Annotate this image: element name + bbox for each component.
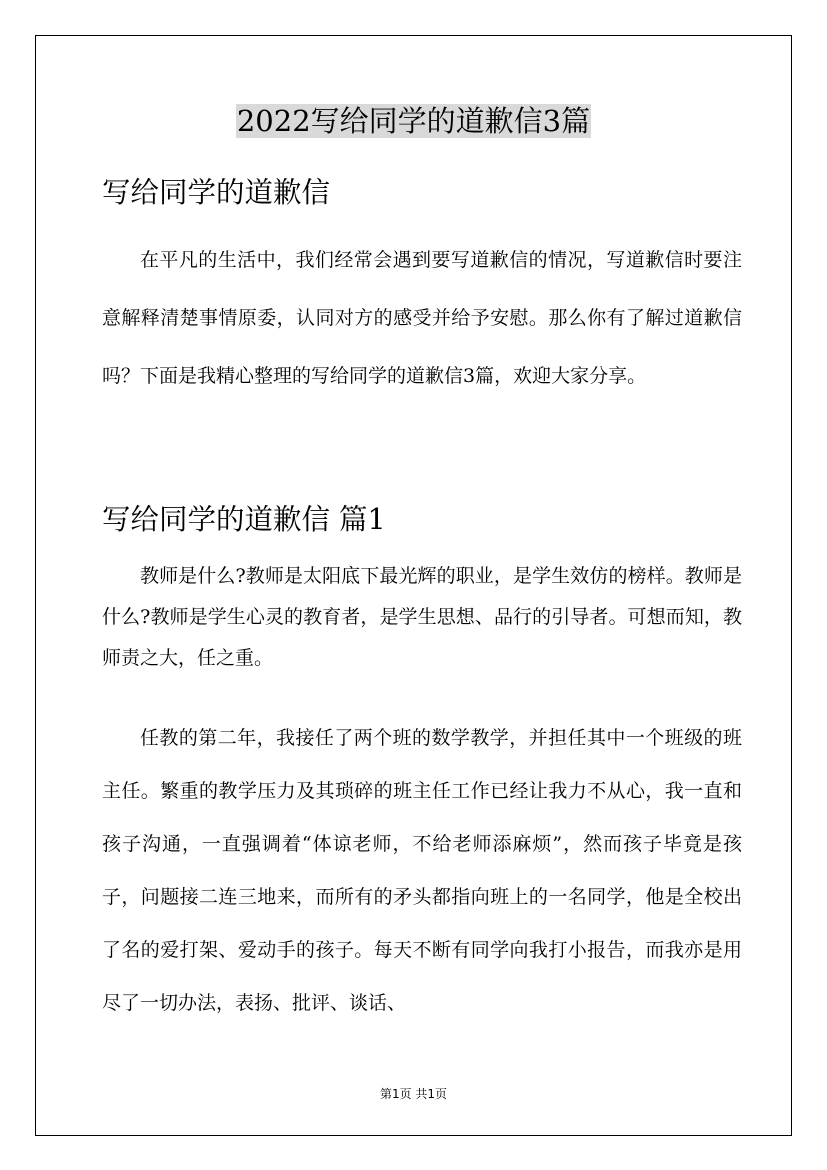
intro-paragraph-block <box>102 231 742 405</box>
section1-paragraph2-block <box>102 712 742 1030</box>
document-title-text: 2022写给同学的道歉信3篇 <box>236 104 591 138</box>
section1-paragraph-1: 教师是什么?教师是太阳底下最光辉的职业，是学生效仿的榜样。教师是什么?教师是学生心灵的教育者，是学生思想、品行的引导者。可想而知，教师责之大，任之重。 <box>102 565 742 669</box>
page-footer: 第1页 共1页 <box>379 1087 448 1101</box>
document-title <box>0 100 827 142</box>
intro-paragraph: 在平凡的生活中，我们经常会遇到要写道歉信的情况，写道歉信时要注意解释清楚事情原委，认同对方的感受并给予安慰。那么你有了解过道歉信吗？下面是我精心整理的写给同学的道歉信3篇，欢迎大家分享。 <box>102 249 742 387</box>
section1-paragraph-2: 任教的第二年，我接任了两个班的数学教学，并担任其中一个班级的班主任。繁重的教学压力及其琐碎的班主任工作已经让我力不从心，我一直和孩子沟通，一直强调着“体谅老师，不给老师添麻烦”，然而孩子毕竟是孩子，问题接二连三地来，而所有的矛头都指向班上的一名同学，他是全校出了名的爱打架、爱动手的孩子。每天不断有同学向我打小报告，而我亦是用尽了一切办法，表扬、批评、谈话、 <box>102 727 742 1014</box>
section1-heading-block <box>102 505 742 535</box>
section1-heading: 写给同学的道歉信 篇1 <box>102 503 386 536</box>
section1-paragraph1-block <box>102 556 742 679</box>
intro-heading-block <box>102 178 742 208</box>
intro-heading: 写给同学的道歉信 <box>102 176 331 209</box>
